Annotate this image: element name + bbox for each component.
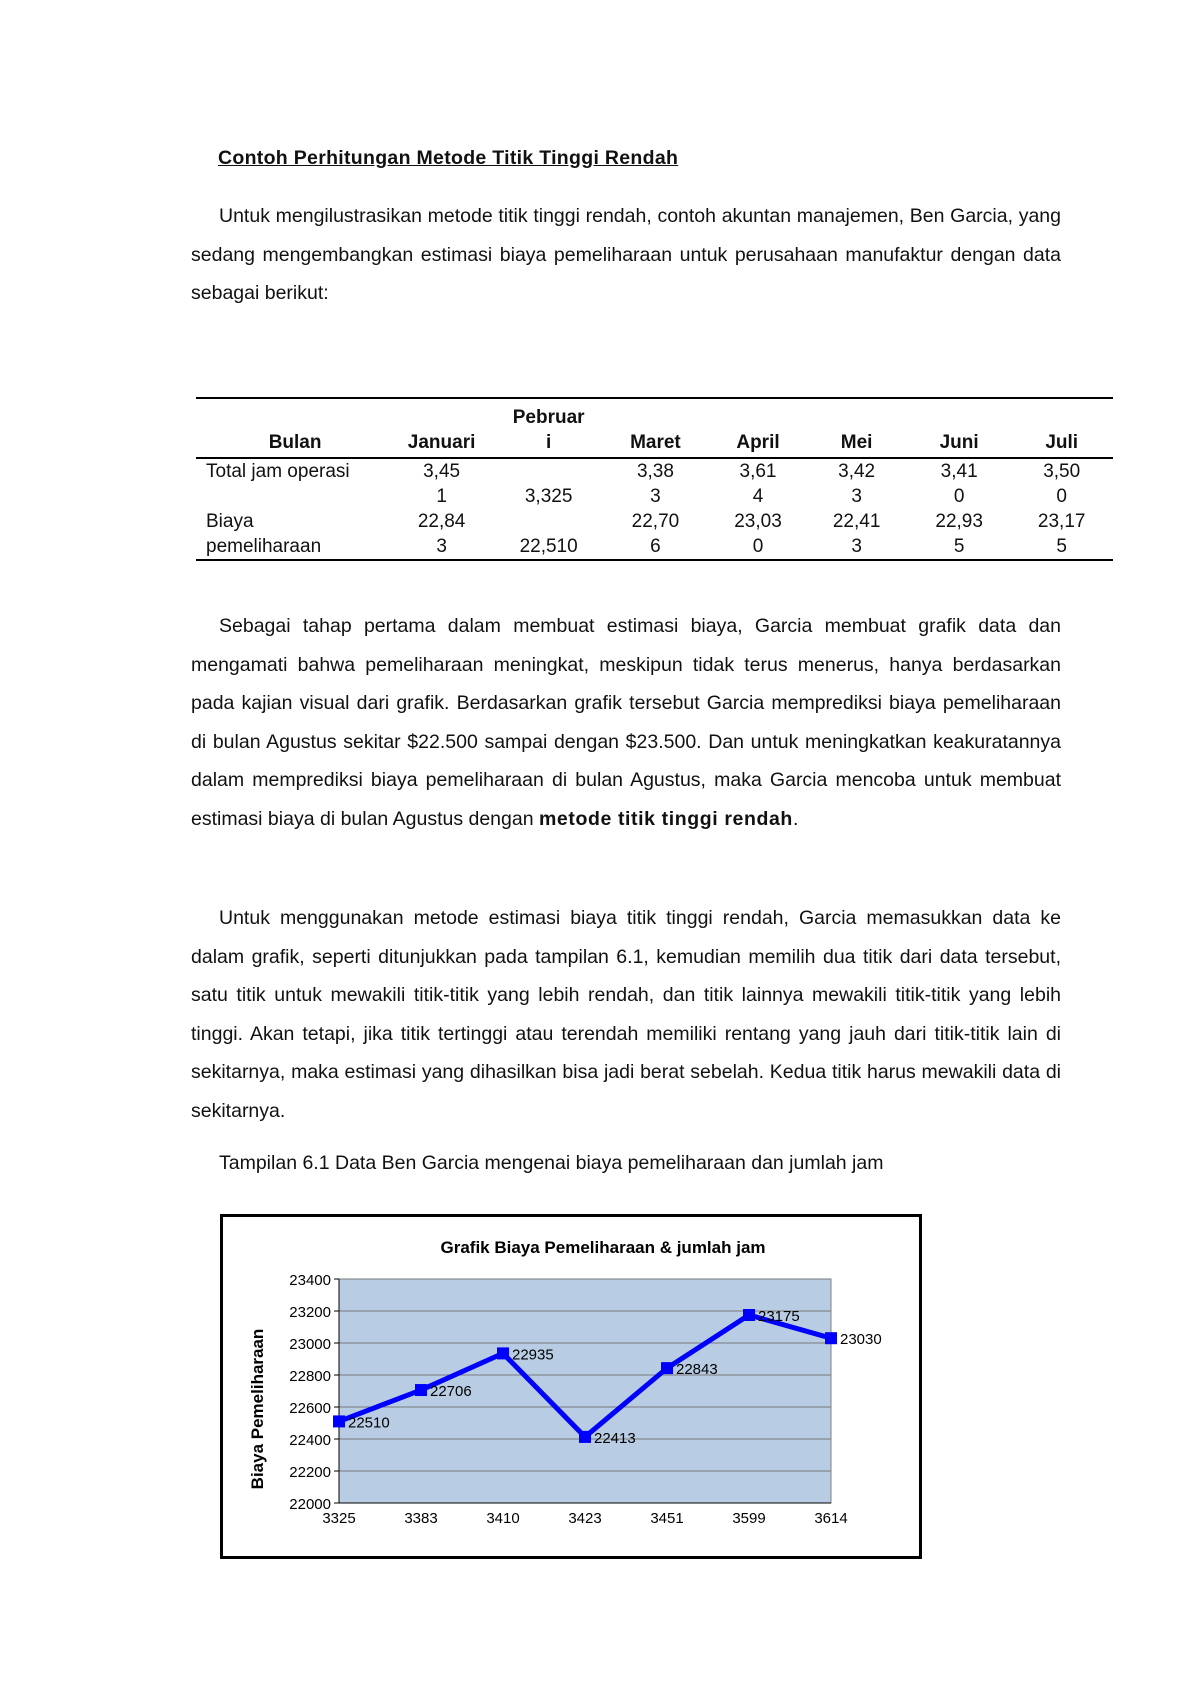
- row-label-top: Biaya: [206, 511, 254, 532]
- table-cell: 22,70 6: [631, 511, 680, 557]
- data-label: 22510: [348, 1414, 390, 1432]
- data-point: [661, 1362, 673, 1374]
- header-month: [1010, 398, 1113, 458]
- line-chart: [223, 1217, 919, 1556]
- header-month-bottom: Mei: [840, 432, 873, 453]
- data-point: [579, 1431, 591, 1443]
- table-row: [196, 458, 1113, 509]
- data-label: 22843: [676, 1361, 718, 1379]
- table-cell: 3,45 1: [423, 461, 461, 507]
- x-tick-label: 3325: [322, 1510, 356, 1527]
- table-cell: 3,61 4: [739, 461, 777, 507]
- header-month: [497, 398, 600, 458]
- table-cell: 3,38 3: [636, 461, 674, 507]
- table-cell: 3,50 0: [1043, 461, 1081, 507]
- table-cell: 22,84 3: [417, 511, 466, 557]
- x-tick-label: 3614: [814, 1510, 848, 1527]
- chart-title: Grafik Biaya Pemeliharaan & jumlah jam: [440, 1238, 766, 1257]
- header-bulan: Bulan: [268, 432, 322, 453]
- row-label: [196, 458, 386, 509]
- y-tick-label: 22400: [289, 1432, 331, 1449]
- y-tick-label: 22600: [289, 1400, 331, 1417]
- table-cell: 3,41 0: [940, 461, 978, 507]
- header-month-bottom: Januari: [407, 432, 476, 453]
- data-point: [825, 1332, 837, 1344]
- table-cell: 23,17 5: [1037, 511, 1086, 557]
- header-month: [711, 398, 806, 458]
- data-label: 22706: [430, 1383, 472, 1401]
- intro-paragraph: Untuk mengilustrasikan metode titik tinggi rendah, contoh akuntan manajemen, Ben Garcia, yang sedang mengembangkan estimasi biaya pemeliharaan untuk perusahaan manufaktur dengan data sebagai berikut:: [191, 205, 1061, 304]
- table-cell: 22,41 3: [832, 511, 881, 557]
- data-point: [333, 1415, 345, 1427]
- method-paragraph: Untuk menggunakan metode estimasi biaya titik tinggi rendah, Garcia memasukkan data ke dalam grafik, seperti ditunjukkan pada tampilan 6.1, kemudian memilih dua titik dari data tersebut, satu titik untuk mewakili titik-titik yang lebih rendah, dan titik lainnya mewakili titik-titik yang lebih tinggi. Akan tetapi, jika titik tertinggi atau terendah memiliki rentang yang jauh dari titik-titik lain di sekitarnya, maka estimasi yang dihasilkan bisa jadi berat sebelah. Kedua titik harus mewakili data di sekitarnya.: [191, 907, 1061, 1122]
- analysis-text: Sebagai tahap pertama dalam membuat estimasi biaya, Garcia membuat grafik data dan mengamati bahwa pemeliharaan meningkat, meskipun tidak terus menerus, hanya berdasarkan pada kajian visual dari grafik. Berdasarkan grafik tersebut Garcia memprediksi biaya pemeliharaan di bulan Agustus sekitar $22.500 sampai dengan $23.500. Dan untuk meningkatkan keakuratannya dalam memprediksi biaya pemeliharaan di bulan Agustus, maka Garcia mencoba untuk membuat estimasi biaya di bulan Agustus dengan: [191, 615, 1061, 830]
- row-label: [196, 509, 386, 560]
- x-tick-label: 3599: [732, 1510, 766, 1527]
- header-month-bottom: i: [545, 432, 552, 453]
- table-header-row: [196, 398, 1113, 458]
- header-month-top: Pebruar: [512, 407, 585, 428]
- row-label-bottom: Total jam operasi: [206, 461, 350, 482]
- x-tick-label: 3451: [650, 1510, 684, 1527]
- table-cell: 3,325: [524, 486, 573, 507]
- header-month-bottom: April: [736, 432, 780, 453]
- header-month-bottom: Maret: [630, 432, 681, 453]
- table-row: [196, 509, 1113, 560]
- method-emphasis: metode titik tinggi rendah: [538, 807, 793, 830]
- data-point: [743, 1309, 755, 1321]
- x-tick-label: 3410: [486, 1510, 520, 1527]
- y-tick-label: 22200: [289, 1464, 331, 1481]
- header-month: [386, 398, 497, 458]
- x-tick-label: 3423: [568, 1510, 602, 1527]
- header-month: [805, 398, 908, 458]
- x-tick-label: 3383: [404, 1510, 438, 1527]
- header-month-bottom: Juni: [939, 432, 979, 453]
- figure-caption: Tampilan 6.1 Data Ben Garcia mengenai biaya pemeliharaan dan jumlah jam: [219, 1152, 884, 1174]
- section-heading: Contoh Perhitungan Metode Titik Tinggi Rendah: [218, 147, 679, 169]
- y-axis-label: Biaya Pemeliharaan: [248, 1328, 267, 1490]
- header-month-bottom: Juli: [1045, 432, 1079, 453]
- y-tick-label: 22000: [289, 1496, 331, 1513]
- row-label-bottom: pemeliharaan: [206, 536, 322, 557]
- table-cell: 22,510: [519, 536, 578, 557]
- y-tick-label: 23200: [289, 1304, 331, 1321]
- data-label: 22413: [594, 1429, 636, 1447]
- chart-frame: [220, 1214, 922, 1559]
- y-tick-label: 22800: [289, 1368, 331, 1385]
- analysis-end: .: [792, 807, 799, 830]
- analysis-paragraph: [191, 607, 1061, 838]
- table-cell: 3,42 3: [838, 461, 876, 507]
- data-point: [415, 1384, 427, 1396]
- table-cell: 22,93 5: [935, 511, 983, 557]
- data-label: 23175: [758, 1308, 800, 1325]
- data-label: 23030: [840, 1331, 882, 1349]
- data-point: [497, 1347, 509, 1359]
- y-tick-label: 23400: [289, 1272, 331, 1289]
- header-month: [908, 398, 1011, 458]
- table-cell: 23,03 0: [734, 511, 782, 557]
- data-table: [196, 397, 1113, 561]
- y-tick-label: 23000: [289, 1336, 331, 1353]
- data-label: 22935: [512, 1346, 554, 1364]
- header-month: [600, 398, 710, 458]
